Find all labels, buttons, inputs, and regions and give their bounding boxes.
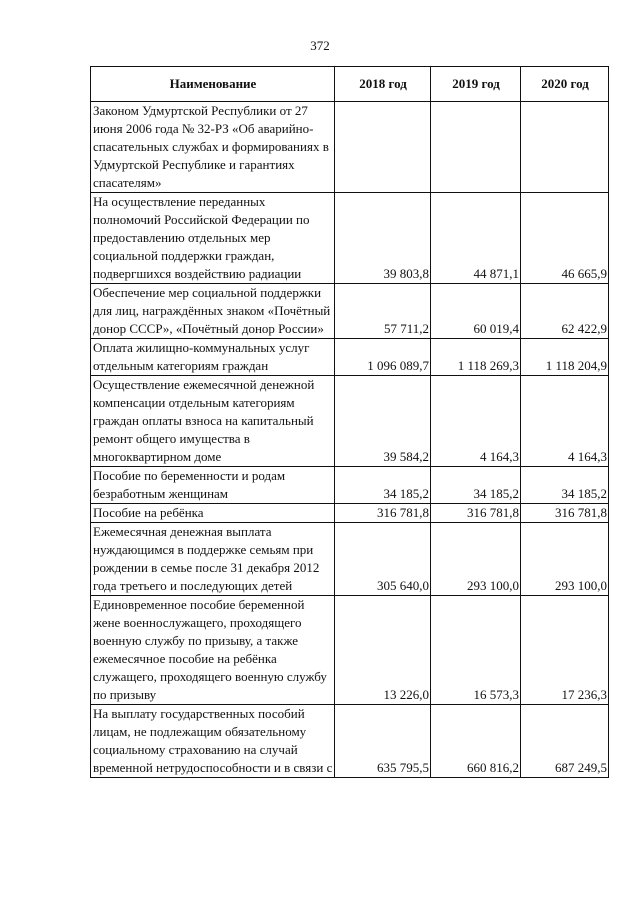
value-2018: 39 803,8 [335,193,431,284]
column-header-2018: 2018 год [335,67,431,102]
table-row [91,523,609,596]
row-name: Единовременное пособие беременной жене военнослужащего, проходящего военную службу по призыву, а также ежемесячное пособие на ребёнка служащего, проходящего военную службу по призыву [91,596,335,705]
value-2019: 4 164,3 [431,376,521,467]
column-header-2020: 2020 год [521,67,609,102]
value-2019: 293 100,0 [431,523,521,596]
value-2018: 1 096 089,7 [335,339,431,376]
value-2020: 62 422,9 [521,284,609,339]
value-2020: 687 249,5 [521,705,609,778]
row-name: Обеспечение мер социальной поддержки для лиц, награждённых знаком «Почётный донор СССР», «Почётный донор России» [91,284,335,339]
header-row [91,67,609,102]
value-2020: 1 118 204,9 [521,339,609,376]
value-2019 [431,102,521,193]
value-2020: 46 665,9 [521,193,609,284]
table-row [91,102,609,193]
value-2019: 44 871,1 [431,193,521,284]
value-2018: 57 711,2 [335,284,431,339]
row-name: Осуществление ежемесячной денежной компенсации отдельным категориям граждан оплаты взноса на капитальный ремонт общего имущества в многоквартирном доме [91,376,335,467]
value-2019: 60 019,4 [431,284,521,339]
column-header-2019: 2019 год [431,67,521,102]
table-row [91,596,609,705]
table-row [91,339,609,376]
table-row [91,284,609,339]
row-name: На осуществление переданных полномочий Российской Федерации по предоставлению отдельных мер социальной поддержки граждан, подвергшихся воздействию радиации [91,193,335,284]
value-2018: 39 584,2 [335,376,431,467]
value-2019: 1 118 269,3 [431,339,521,376]
value-2018 [335,102,431,193]
row-name: Ежемесячная денежная выплата нуждающимся в поддержке семьям при рождении в семье после 31 декабря 2012 года третьего и последующих детей [91,523,335,596]
value-2018: 305 640,0 [335,523,431,596]
value-2018: 635 795,5 [335,705,431,778]
row-name: Законом Удмуртской Республики от 27 июня 2006 года № 32-РЗ «Об аварийно-спасательных службах и формированиях в Удмуртской Республике и гарантиях спасателям» [91,102,335,193]
table-row [91,504,609,523]
value-2018: 13 226,0 [335,596,431,705]
value-2019: 316 781,8 [431,504,521,523]
row-name: Пособие по беременности и родам безработным женщинам [91,467,335,504]
table-body [91,102,609,778]
row-name: На выплату государственных пособий лицам, не подлежащим обязательному социальному страхованию на случай временной нетрудоспособности и в связи с [91,705,335,778]
table-row [91,467,609,504]
table-header [91,67,609,102]
value-2020 [521,102,609,193]
value-2019: 16 573,3 [431,596,521,705]
page-number: 372 [310,38,330,53]
value-2019: 34 185,2 [431,467,521,504]
row-name: Оплата жилищно-коммунальных услуг отдельным категориям граждан [91,339,335,376]
value-2020: 17 236,3 [521,596,609,705]
budget-table [90,66,609,778]
table-row [91,193,609,284]
table-row [91,376,609,467]
table-row [91,705,609,778]
value-2018: 34 185,2 [335,467,431,504]
value-2020: 293 100,0 [521,523,609,596]
value-2018: 316 781,8 [335,504,431,523]
row-name: Пособие на ребёнка [91,504,335,523]
value-2020: 34 185,2 [521,467,609,504]
value-2019: 660 816,2 [431,705,521,778]
value-2020: 4 164,3 [521,376,609,467]
value-2020: 316 781,8 [521,504,609,523]
column-header-name: Наименование [91,67,335,102]
